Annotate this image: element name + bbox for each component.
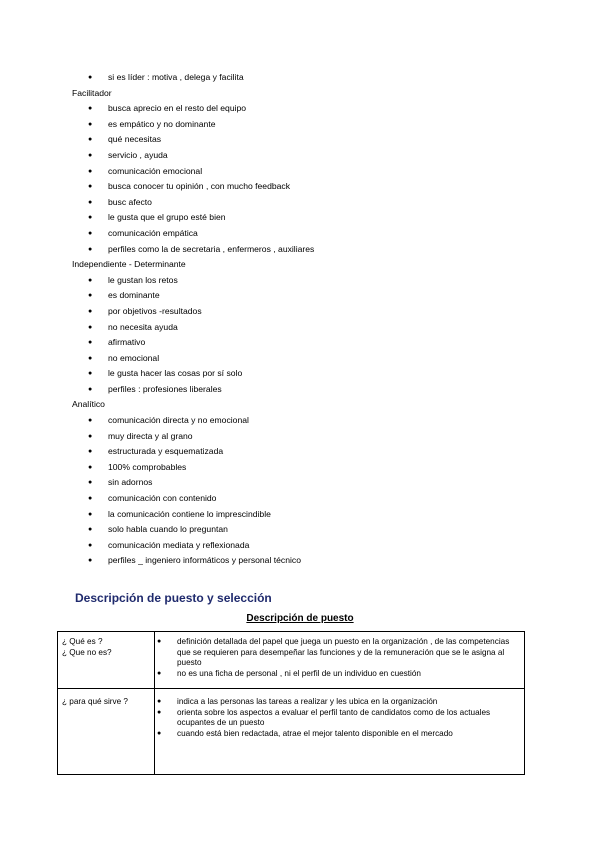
list-item: ● es empático y no dominante [0,117,600,133]
list-item: ● comunicación con contenido [0,491,600,507]
bullet-icon: ● [88,214,93,222]
bullet-icon: ● [88,183,93,191]
profile-heading: Independiente - Determinante [72,259,186,270]
list-item: ● sin adornos [0,475,600,491]
bullet-icon: ● [88,370,93,378]
bullet-icon: ● [157,638,162,645]
answer-text: indica a las personas las tareas a realizar y les ubica en la organización [177,697,438,706]
answer-item [157,668,518,680]
answer-text: cuando está bien redactada, atrae el mejor talento disponible en el mercado [177,728,453,738]
profile-heading: Analítico [72,399,105,410]
bullet-icon: ● [88,417,93,425]
bullet-icon: ● [88,385,93,393]
list-item: ● si es líder : motiva , delega y facilita [0,70,600,86]
bullet-icon: ● [88,510,93,518]
bullet-icon: ● [88,74,93,81]
list-item: ● comunicación mediata y reflexionada [0,538,600,554]
bullet-icon: ● [88,323,93,331]
list-item: ● es dominante [0,288,600,304]
profile-heading: Facilitador [72,87,112,98]
list-item: ● no emocional [0,351,600,367]
bullet-icon: ● [88,557,93,565]
answer-item [157,728,518,740]
answer-text: no es una ficha de personal , ni el perfil de un individuo en cuestión [177,668,421,678]
list-item: ● servicio , ayuda [0,148,600,164]
answer-text: orienta sobre los aspectos a evaluar el perfil tanto de candidatos como de los actuales ocupantes de un puesto [177,707,491,728]
question-cell [58,632,155,689]
bullet-icon: ● [88,229,93,237]
bullet-icon: ● [88,526,93,534]
list-item: ● perfiles como la de secretaria , enfermeros , auxiliares [0,242,600,258]
bullet-icon: ● [88,495,93,503]
bullet-icon: ● [157,669,162,677]
table-caption: Descripción de puesto [246,613,354,624]
bullet-icon: ● [157,729,162,737]
bullet-icon: ● [157,708,162,716]
answer-item [157,697,518,708]
bullet-icon: ● [88,105,93,113]
list-item: ● busca conocer tu opinión , con mucho feedback [0,179,600,195]
answer-item [157,707,518,729]
bullet-icon: ● [157,698,162,705]
bullet-icon: ● [88,307,93,315]
answer-cell [155,632,525,689]
list-item: ● perfiles _ ingeniero informáticos y personal técnico [0,553,600,569]
bullet-icon: ● [88,292,93,300]
bullet-icon: ● [88,120,93,128]
section-title: Descripción de puesto y selección [75,591,272,605]
bullet-icon: ● [88,463,93,471]
bullet-icon: ● [88,541,93,549]
list-item: ● qué necesitas [0,132,600,148]
bullet-icon: ● [88,151,93,159]
list-item: ● muy directa y al grano [0,429,600,445]
list-item: ● perfiles : profesiones liberales [0,382,600,398]
list-item: ● por objetivos -resultados [0,304,600,320]
question-text: ¿ Que no es? [62,647,112,657]
list-item: ● comunicación empática [0,226,600,242]
table-row [58,689,525,775]
list-item: ● 100% comprobables [0,460,600,476]
answer-text: definición detallada del papel que juega un puesto en la organización , de las competencias que se requieren para desempeñar las funciones y de la remuneración que se le asigna al puesto [177,637,510,668]
list-item: ● la comunicación contiene lo imprescindible [0,507,600,523]
list-item: ● le gustan los retos [0,273,600,289]
list-item: ● afirmativo [0,335,600,351]
bullet-icon: ● [88,479,93,487]
bullet-icon: ● [88,167,93,175]
bullet-icon: ● [88,245,93,253]
bullet-icon: ● [88,448,93,456]
bullet-icon: ● [88,136,93,144]
personality-profiles-list [0,70,600,569]
question-cell [58,689,155,775]
bullet-icon: ● [88,198,93,206]
bullet-icon: ● [88,354,93,362]
list-item: ● solo habla cuando lo preguntan [0,522,600,538]
job-description-table [57,631,525,775]
table-row [58,632,525,689]
list-item: ● comunicación directa y no emocional [0,413,600,429]
question-text: ¿ Qué es ? [62,637,103,646]
list-item: ● no necesita ayuda [0,320,600,336]
bullet-icon: ● [88,276,93,284]
answer-item [157,637,518,669]
bullet-icon: ● [88,432,93,440]
list-item: ● busca aprecio en el resto del equipo [0,101,600,117]
list-item: ● le gusta que el grupo esté bien [0,210,600,226]
list-item: ● estructurada y esquematizada [0,444,600,460]
question-text: ¿ para qué sirve ? [62,697,128,706]
list-item: ● le gusta hacer las cosas por sí solo [0,366,600,382]
list-item: ● busc afecto [0,195,600,211]
answer-cell [155,689,525,775]
bullet-icon: ● [88,339,93,347]
list-item: ● comunicación emocional [0,164,600,180]
